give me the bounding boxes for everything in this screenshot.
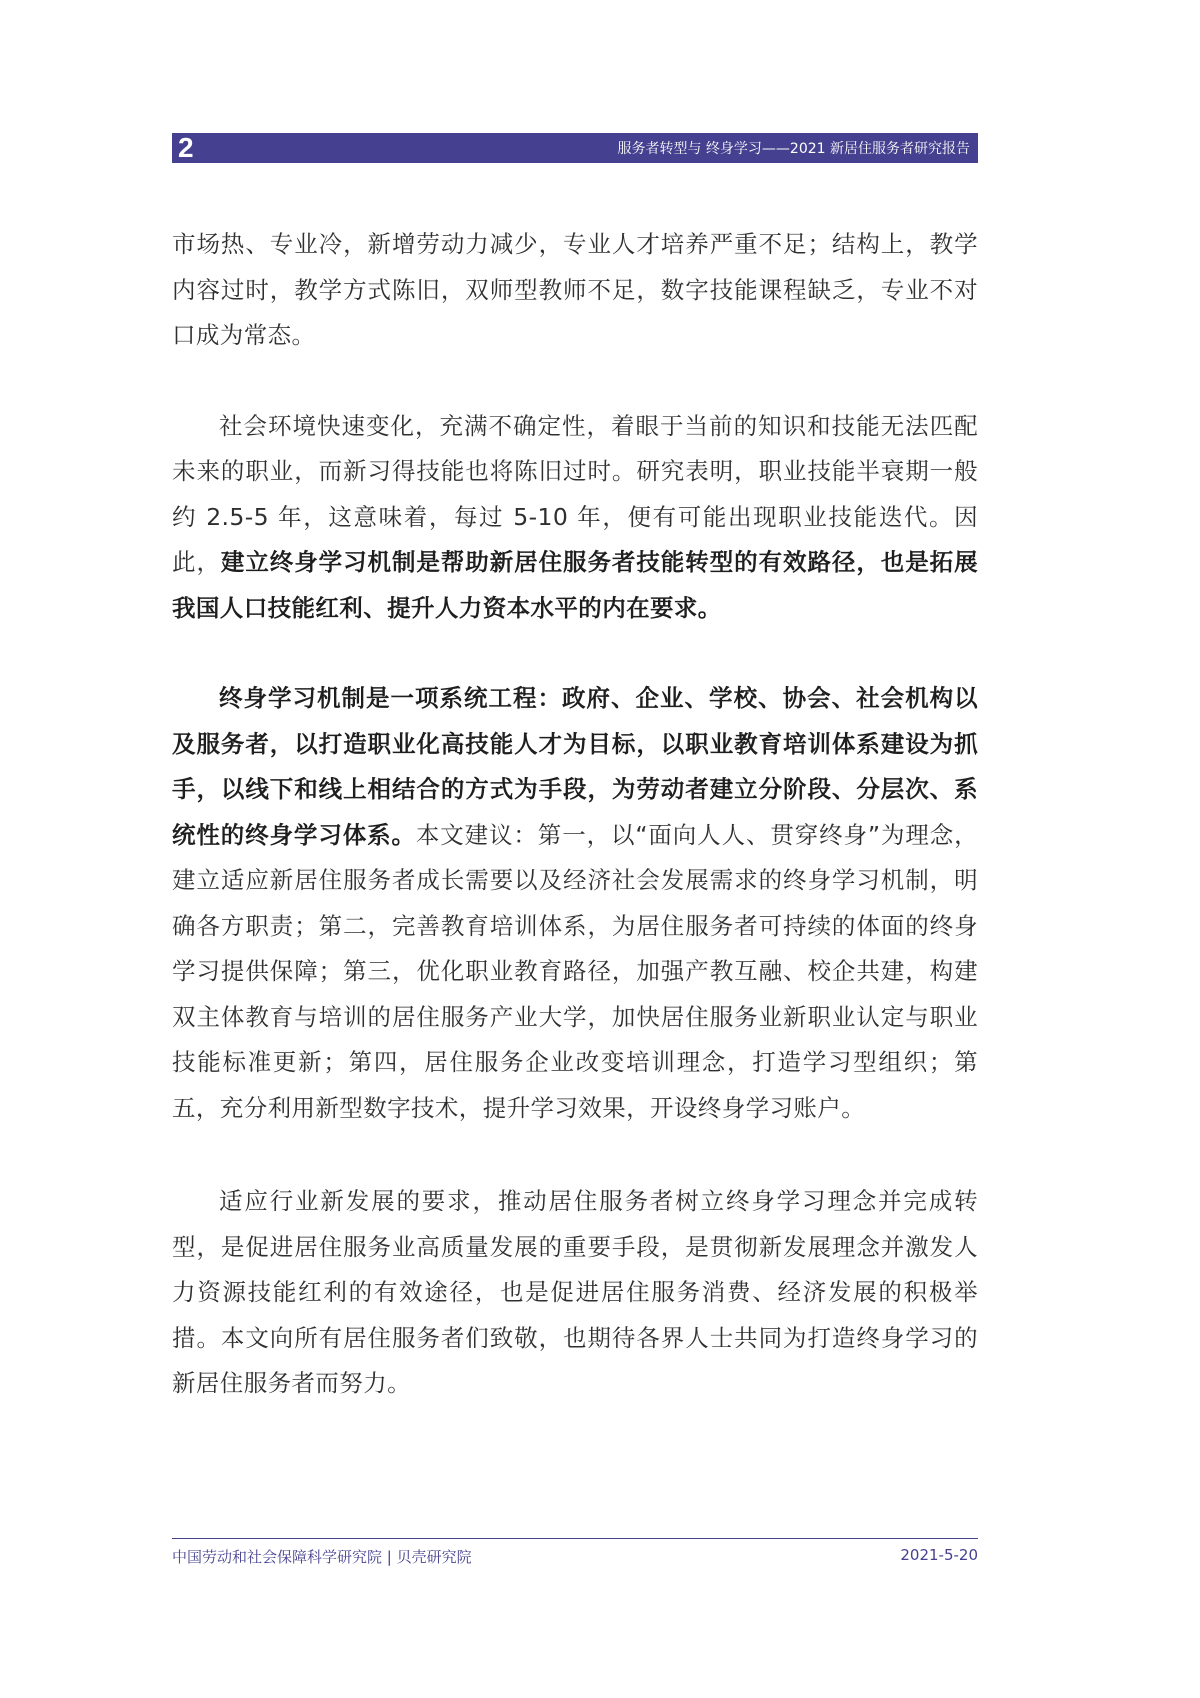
footer-date: 2021-5-20 <box>900 1546 978 1564</box>
footer-divider <box>172 1538 978 1539</box>
page-number: 2 <box>178 132 194 163</box>
paragraph-2 <box>172 404 978 632</box>
running-title: 服务者转型与 终身学习——2021 新居住服务者研究报告 <box>617 141 970 157</box>
footer-institutions: 中国劳动和社会保障科学研究院 | 贝壳研究院 <box>172 1548 472 1566</box>
body-text <box>172 222 978 1407</box>
paragraph-3-emphasis: 终身学习机制是一项系统工程：政府、企业、学校、协会、社会机构以及服务者，以打造职业化高技能人才为目标，以职业教育培训体系建设为抓手，以线下和线上相结合的方式为手段，为劳动者建立分阶段、分层次、系统性的终身学习体系。 <box>172 684 978 849</box>
paragraph-2-text: 社会环境快速变化，充满不确定性，着眼于当前的知识和技能无法匹配未来的职业，而新习得技能也将陈旧过时。研究表明，职业技能半衰期一般约 2.5-5 年，这意味着，每过 5-10 年，便有可能出现职业技能迭代。因此， <box>172 411 978 576</box>
paragraph-4: 适应行业新发展的要求，推动居住服务者树立终身学习理念并完成转型，是促进居住服务业高质量发展的重要手段，是贯彻新发展理念并激发人力资源技能红利的有效途径，也是促进居住服务消费、经济发展的积极举措。本文向所有居住服务者们致敬，也期待各界人士共同为打造终身学习的新居住服务者而努力。 <box>172 1187 978 1397</box>
paragraph-2-emphasis: 建立终身学习机制是帮助新居住服务者技能转型的有效路径，也是拓展我国人口技能红利、提升人力资本水平的内在要求。 <box>172 548 978 622</box>
paragraph-3 <box>172 676 978 1131</box>
paragraph-3-text: 本文建议：第一，以“面向人人、贯穿终身”为理念，建立适应新居住服务者成长需要以及经济社会发展需求的终身学习机制，明确各方职责；第二，完善教育培训体系，为居住服务者可持续的体面的终身学习提供保障；第三，优化职业教育路径，加强产教互融、校企共建，构建双主体教育与培训的居住服务产业大学，加快居住服务业新职业认定与职业技能标准更新；第四，居住服务企业改变培训理念，打造学习型组织；第五，充分利用新型数字技术，提升学习效果，开设终身学习账户。 <box>172 820 979 1122</box>
paragraph-1: 市场热、专业冷，新增劳动力减少，专业人才培养严重不足；结构上，教学内容过时，教学方式陈旧，双师型教师不足，数字技能课程缺乏，专业不对口成为常态。 <box>172 230 978 349</box>
page-header-bar <box>172 133 978 163</box>
